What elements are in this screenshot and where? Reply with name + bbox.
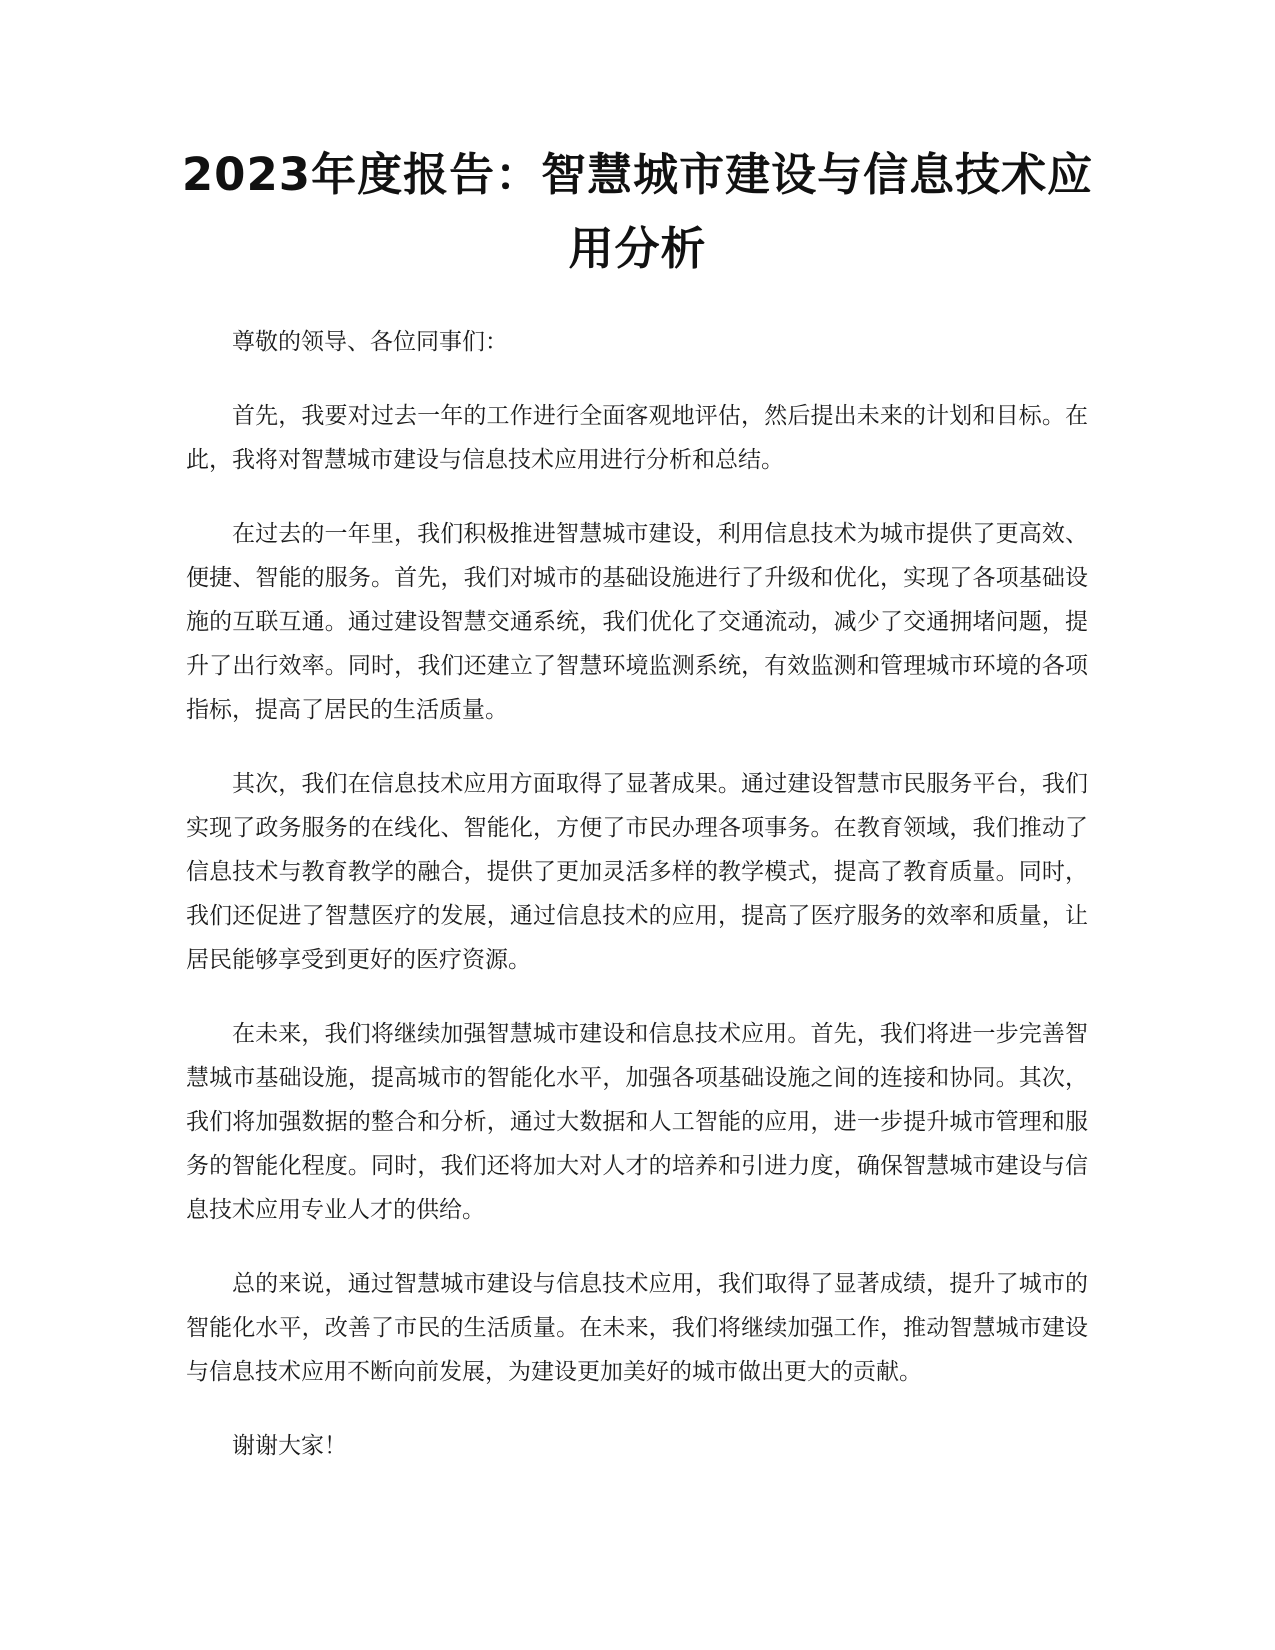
closing-paragraph: 谢谢大家！ [232, 1433, 347, 1459]
body-paragraph: 总的来说，通过智慧城市建设与信息技术应用，我们取得了显著成绩，提升了城市的智能化水平，改善了市民的生活质量。在未来，我们将继续加强工作，推动智慧城市建设与信息技术应用不断向前发展，为建设更加美好的城市做出更大的贡献。 [186, 1271, 1088, 1385]
body-paragraph: 首先，我要对过去一年的工作进行全面客观地评估，然后提出未来的计划和目标。在此，我将对智慧城市建设与信息技术应用进行分析和总结。 [186, 403, 1088, 473]
document-body [186, 320, 1088, 1498]
body-paragraph: 其次，我们在信息技术应用方面取得了显著成果。通过建设智慧市民服务平台，我们实现了政务服务的在线化、智能化，方便了市民办理各项事务。在教育领域，我们推动了信息技术与教育教学的融合，提供了更加灵活多样的教学模式，提高了教育质量。同时，我们还促进了智慧医疗的发展，通过信息技术的应用，提高了医疗服务的效率和质量，让居民能够享受到更好的医疗资源。 [186, 771, 1088, 973]
body-paragraph: 在过去的一年里，我们积极推进智慧城市建设，利用信息技术为城市提供了更高效、便捷、智能的服务。首先，我们对城市的基础设施进行了升级和优化，实现了各项基础设施的互联互通。通过建设智慧交通系统，我们优化了交通流动，减少了交通拥堵问题，提升了出行效率。同时，我们还建立了智慧环境监测系统，有效监测和管理城市环境的各项指标，提高了居民的生活质量。 [186, 521, 1088, 723]
salutation-paragraph: 尊敬的领导、各位同事们： [232, 329, 508, 355]
document-title: 2023年度报告：智慧城市建设与信息技术应用分析 [181, 148, 1094, 275]
body-paragraph: 在未来，我们将继续加强智慧城市建设和信息技术应用。首先，我们将进一步完善智慧城市基础设施，提高城市的智能化水平，加强各项基础设施之间的连接和协同。其次，我们将加强数据的整合和分析，通过大数据和人工智能的应用，进一步提升城市管理和服务的智能化程度。同时，我们还将加大对人才的培养和引进力度，确保智慧城市建设与信息技术应用专业人才的供给。 [186, 1021, 1088, 1223]
